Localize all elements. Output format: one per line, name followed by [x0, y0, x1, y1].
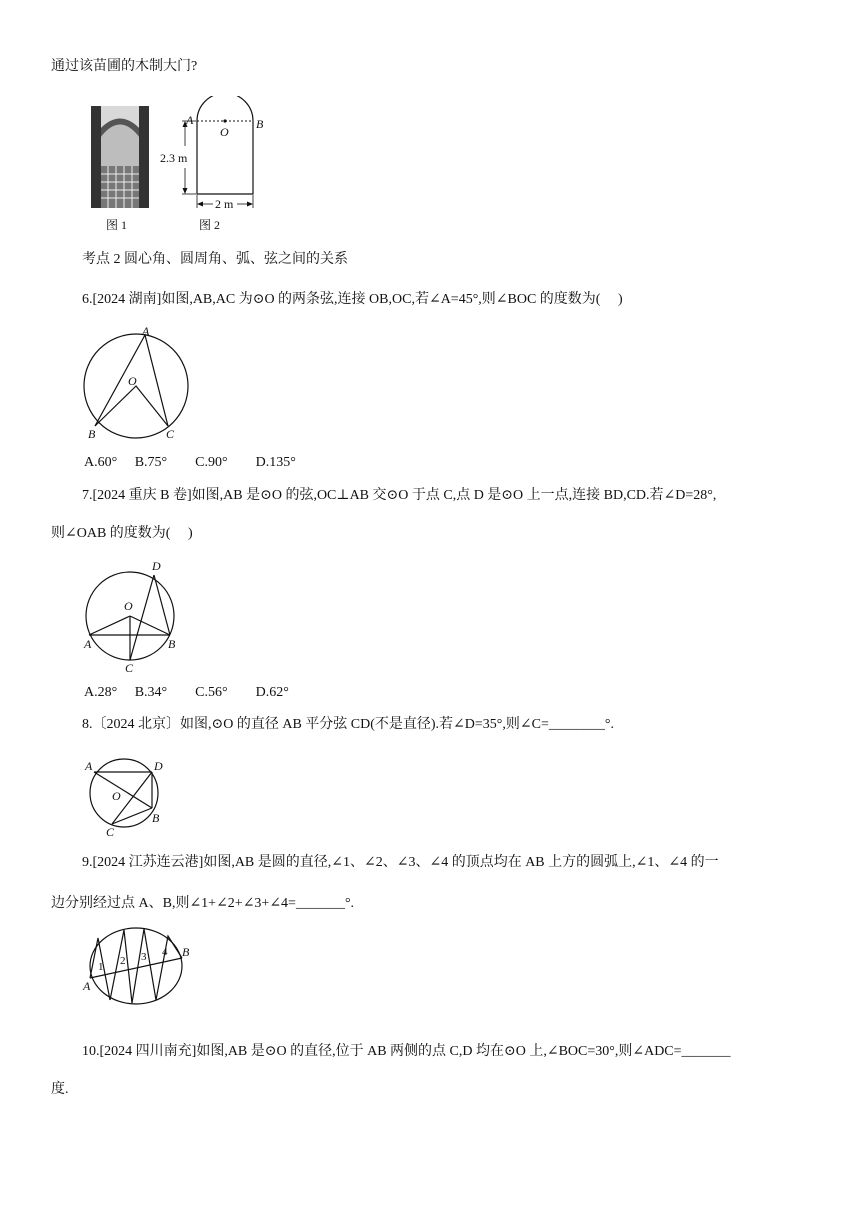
fig1-caption: 图 1: [106, 218, 128, 232]
q6-point-c: C: [166, 427, 175, 441]
gate-figures: [86, 96, 276, 241]
q7-point-c: C: [125, 661, 134, 675]
q9-point-a: A: [83, 979, 91, 993]
q8-point-d: D: [154, 759, 163, 773]
q6-text: 6.[2024 湖南]如图,AB,AC 为⊙O 的两条弦,连接 OB,OC,若∠A=45°,则∠BOC 的度数为( ): [82, 292, 623, 307]
q9-line2: 边分别经过点 A、B,则∠1+∠2+∠3+∠4=_______°.: [51, 896, 355, 911]
q7-point-o: O: [124, 599, 133, 613]
q7-figure: [82, 556, 186, 681]
q10-line2: 度.: [51, 1082, 69, 1097]
gate-point-o: O: [220, 125, 229, 139]
q8-point-c: C: [106, 825, 115, 839]
q7-line1: 7.[2024 重庆 B 卷]如图,AB 是⊙O 的弦,OC⊥AB 交⊙O 于点 C,点 D 是⊙O 上一点,连接 BD,CD.若∠D=28°,: [82, 488, 717, 503]
q6-point-a: A: [142, 324, 150, 338]
q8-text: 8.〔2024 北京〕如图,⊙O 的直径 AB 平分弦 CD(不是直径).若∠D=35°,则∠C=________°.: [82, 717, 614, 732]
q9-figure: [82, 924, 194, 1015]
q7-options: A.28° B.34° C.56° D.62°: [84, 685, 289, 700]
q9-angle-4: 4: [162, 946, 168, 958]
q7-point-d: D: [152, 559, 161, 573]
q9-point-b: B: [182, 945, 190, 959]
q8-figure: [82, 750, 166, 845]
q6-figure: [80, 322, 192, 449]
q6-options: A.60° B.75° C.90° D.135°: [84, 455, 296, 470]
q9-angle-2: 2: [120, 955, 126, 967]
q9-line1: 9.[2024 江苏连云港]如图,AB 是圆的直径,∠1、∠2、∠3、∠4 的顶点均在 AB 上方的圆弧上,∠1、∠4 的一: [82, 855, 719, 870]
q8-point-a: A: [85, 759, 93, 773]
q7-line2: 则∠OAB 的度数为( ): [51, 526, 193, 541]
gate-point-b: B: [256, 117, 264, 131]
q9-angle-3: 3: [141, 951, 147, 963]
fig2-caption: 图 2: [199, 218, 221, 232]
q7-point-a: A: [84, 637, 92, 651]
q9-figure-svg: [82, 924, 194, 1010]
q7-point-b: B: [168, 637, 176, 651]
q10-line1: 10.[2024 四川南充]如图,AB 是⊙O 的直径,位于 AB 两侧的点 C,D 均在⊙O 上,∠BOC=30°,则∠ADC=_______: [82, 1044, 731, 1059]
q6-figure-svg: [80, 322, 192, 444]
q9-angle-1: 1: [98, 961, 104, 973]
gate-width-label: 2 m: [215, 197, 234, 211]
q8-figure-svg: [82, 750, 166, 840]
q7-figure-svg: [82, 556, 186, 676]
q8-point-o: O: [112, 789, 121, 803]
q6-point-o: O: [128, 374, 137, 388]
gate-point-a: A: [186, 113, 194, 127]
gate-figures-svg: [86, 96, 276, 236]
gate-photo-image: [91, 106, 149, 208]
intro-line: 通过该苗圃的木制大门?: [51, 59, 198, 74]
q6-point-b: B: [88, 427, 96, 441]
q8-point-b: B: [152, 811, 160, 825]
gate-height-label: 2.3 m: [160, 151, 188, 165]
section-heading: 考点 2 圆心角、圆周角、弧、弦之间的关系: [82, 252, 348, 267]
